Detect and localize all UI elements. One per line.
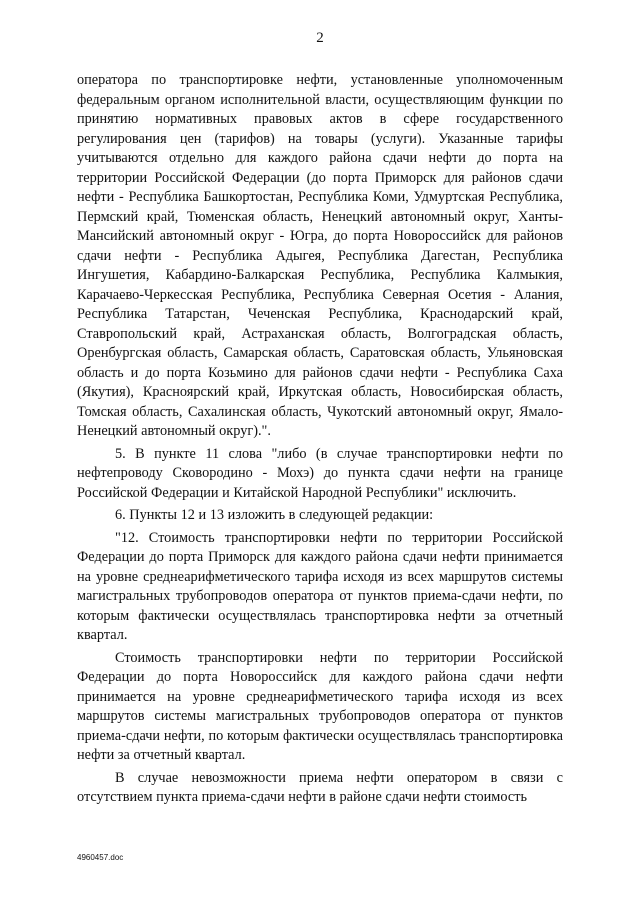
paragraph-item-5: 5. В пункте 11 слова "либо (в случае транспортировки нефти по нефтепроводу Сковородино - Мохэ) до пункта сдачи нефти на границе Российской Федерации и Китайской Народной Республики" исключить.: [77, 445, 563, 501]
paragraph-continuation: оператора по транспортировке нефти, установленные уполномоченным федеральным органом исполнительной власти, осуществляющим функции по принятию нормативных правовых актов в сфере государственного регулирования цен (тарифов) на товары (услуги). Указанные тарифы учитываются отдельно для каждого района сдачи нефти до порта на территории Российской Федерации (до порта Приморск для районов сдачи нефти - Республика Башкортостан, Республика Коми, Удмуртская Республика, Пермский край, Тюменская область, Ненецкий автономный округ, Ханты-Мансийский автономный округ - Югра, до порта Новороссийск для районов сдачи нефти - Республика Адыгея, Республика Дагестан, Республика Ингушетия, Кабардино-Балкарская Республика, Республика Калмыкия, Карачаево-Черкесская Республика, Республика Северная Осетия - Алания, Республика Татарстан, Чеченская Республика, Краснодарский край, Ставропольский край, Астраханская область, Волгоградская область, Оренбургская область, Самарская область, Саратовская область, Ульяновская область и до порта Козьмино для районов сдачи нефти - Республика Саха (Якутия), Красноярский край, Иркутская область, Новосибирская область, Томская область, Сахалинская область, Чукотский автономный округ, Ямало-Ненецкий автономный округ).".: [77, 72, 563, 439]
page-number: 2: [316, 30, 324, 46]
paragraph-novorossiysk: Стоимость транспортировки нефти по территории Российской Федерации до порта Новороссийск для каждого района сдачи нефти принимается на уровне среднеарифметического тарифа исходя из всех маршрутов системы магистральных трубопроводов оператора от пунктов приема-сдачи нефти, по которым фактически осуществлялась транспортировка нефти за отчетный квартал.: [77, 649, 563, 763]
footer-file-code: 4960457.doc: [77, 853, 124, 862]
paragraph-item-6: 6. Пункты 12 и 13 изложить в следующей редакции:: [115, 507, 434, 523]
paragraph-item-12: "12. Стоимость транспортировки нефти по территории Российской Федерации до порта Приморск для каждого района сдачи нефти принимается на уровне среднеарифметического тарифа исходя из всех маршрутов системы магистральных трубопроводов оператора от пунктов приема-сдачи нефти, по которым фактически осуществлялась транспортировка нефти за отчетный квартал.: [77, 529, 563, 643]
document-body: [77, 71, 563, 808]
paragraph-impossibility: В случае невозможности приема нефти оператором в связи с отсутствием пункта приема-сдачи нефти в районе сдачи нефти стоимость: [77, 769, 563, 805]
